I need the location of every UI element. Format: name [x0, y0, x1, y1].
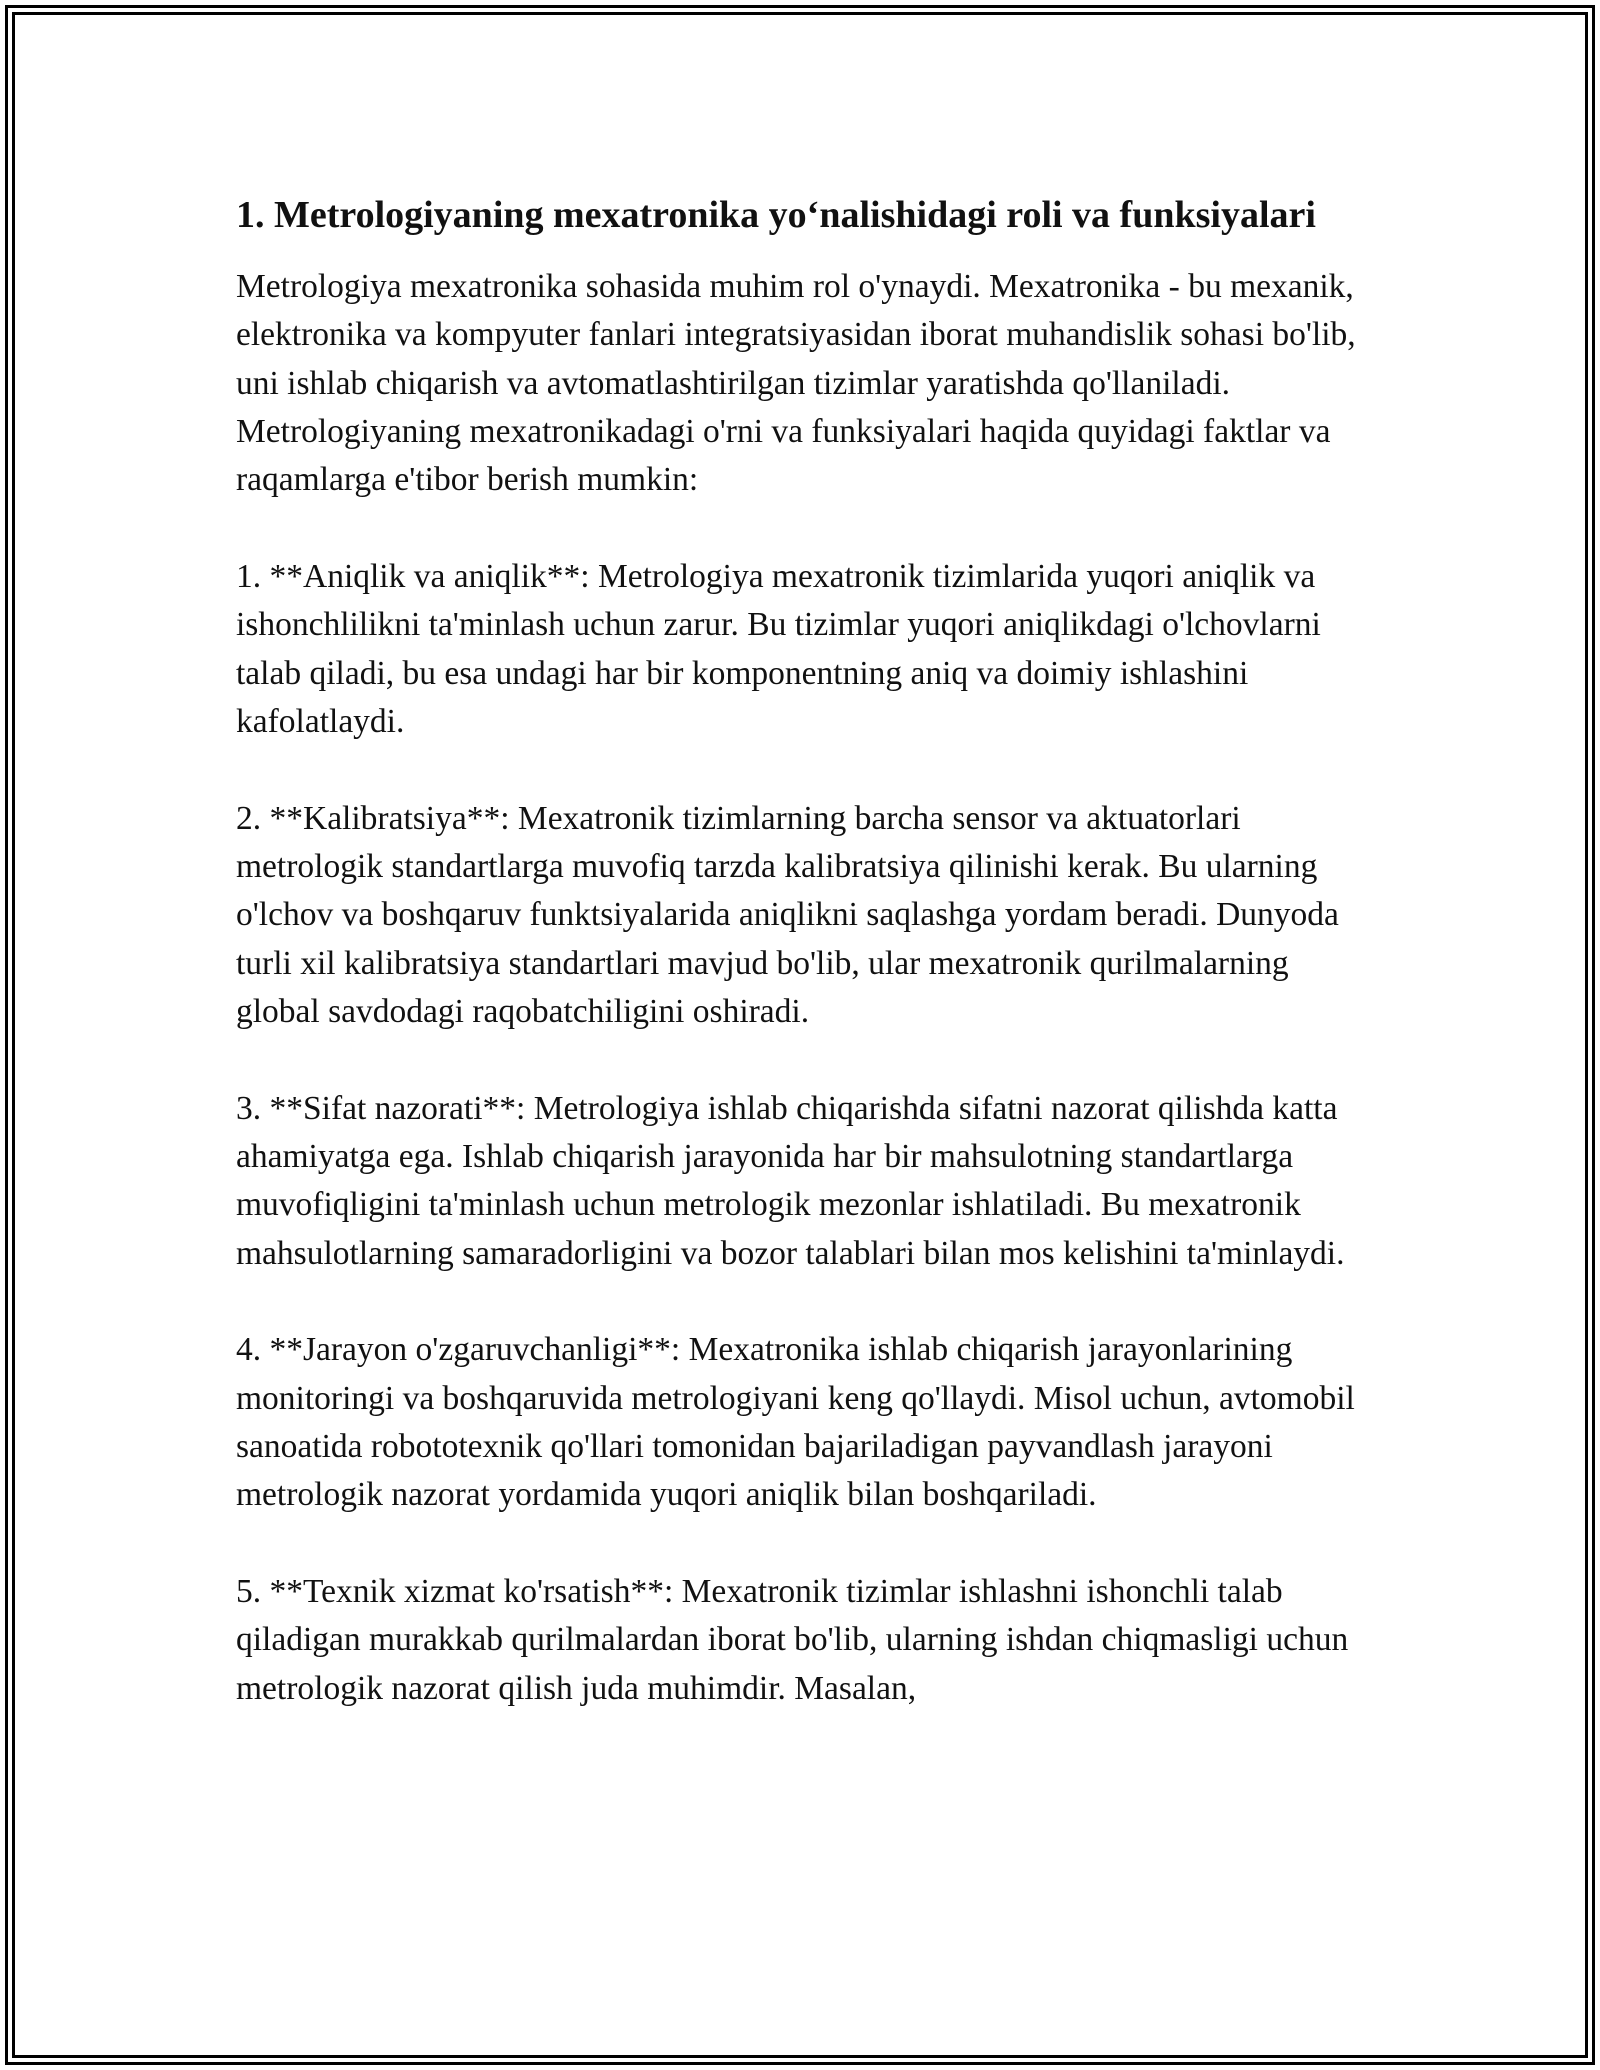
- list-item-maintenance: 5. **Texnik xizmat ko'rsatish**: Mexatronik tizimlar ishlashni ishonchli talab qiladigan murakkab qurilmalardan iborat bo'lib, ularning ishdan chiqmasligi uchun metrologik nazorat qilish juda muhimdir. Masalan,: [236, 1573, 1349, 1707]
- list-item-process-variability: 4. **Jarayon o'zgaruvchanligi**: Mexatronika ishlab chiqarish jarayonlarining monitoringi va boshqaruvida metrologiyani keng qo'llaydi. Misol uchun, avtomobil sanoatida robototexnik qo'llari tomonidan bajariladigan payvandlash jarayoni metrologik nazorat yordamida yuqori aniqlik bilan boshqariladi.: [236, 1331, 1355, 1514]
- document-body: [236, 188, 1376, 1761]
- intro-paragraph: Metrologiya mexatronika sohasida muhim rol o'ynaydi. Mexatronika - bu mexanik, elektronika va kompyuter fanlari integratsiyasidan iborat muhandislik sohasi bo'lib, uni ishlab chiqarish va avtomatlashtirilgan tizimlar yaratishda qo'llaniladi. Metrologiyaning mexatronikadagi o'rni va funksiyalari haqida quyidagi faktlar va raqamlarga e'tibor berish mumkin:: [236, 268, 1356, 499]
- list-item-accuracy: 1. **Aniqlik va aniqlik**: Metrologiya mexatronik tizimlarida yuqori aniqlik va ishonchlilikni ta'minlash uchun zarur. Bu tizimlar yuqori aniqlikdagi o'lchovlarni talab qiladi, bu esa undagi har bir komponentning aniq va doimiy ishlashini kafolatlaydi.: [236, 557, 1321, 740]
- list-item-calibration: 2. **Kalibratsiya**: Mexatronik tizimlarning barcha sensor va aktuatorlari metrologik standartlarga muvofiq tarzda kalibratsiya qilinishi kerak. Bu ularning o'lchov va boshqaruv funktsiyalarida aniqlikni saqlashga yordam beradi. Dunyoda turli xil kalibratsiya standartlari mavjud bo'lib, ular mexatronik qurilmalarning global savdodagi raqobatchiligini oshiradi.: [236, 799, 1339, 1030]
- section-heading: 1. Metrologiyaning mexatronika yo‘nalishidagi roli va funksiyalari: [236, 194, 1316, 236]
- list-item-quality-control: 3. **Sifat nazorati**: Metrologiya ishlab chiqarishda sifatni nazorat qilishda katta ahamiyatga ega. Ishlab chiqarish jarayonida har bir mahsulotning standartlarga muvofiqligini ta'minlash uchun metrologik mezonlar ishlatiladi. Bu mexatronik mahsulotlarning samaradorligini va bozor talablari bilan mos kelishini ta'minlaydi.: [236, 1089, 1345, 1272]
